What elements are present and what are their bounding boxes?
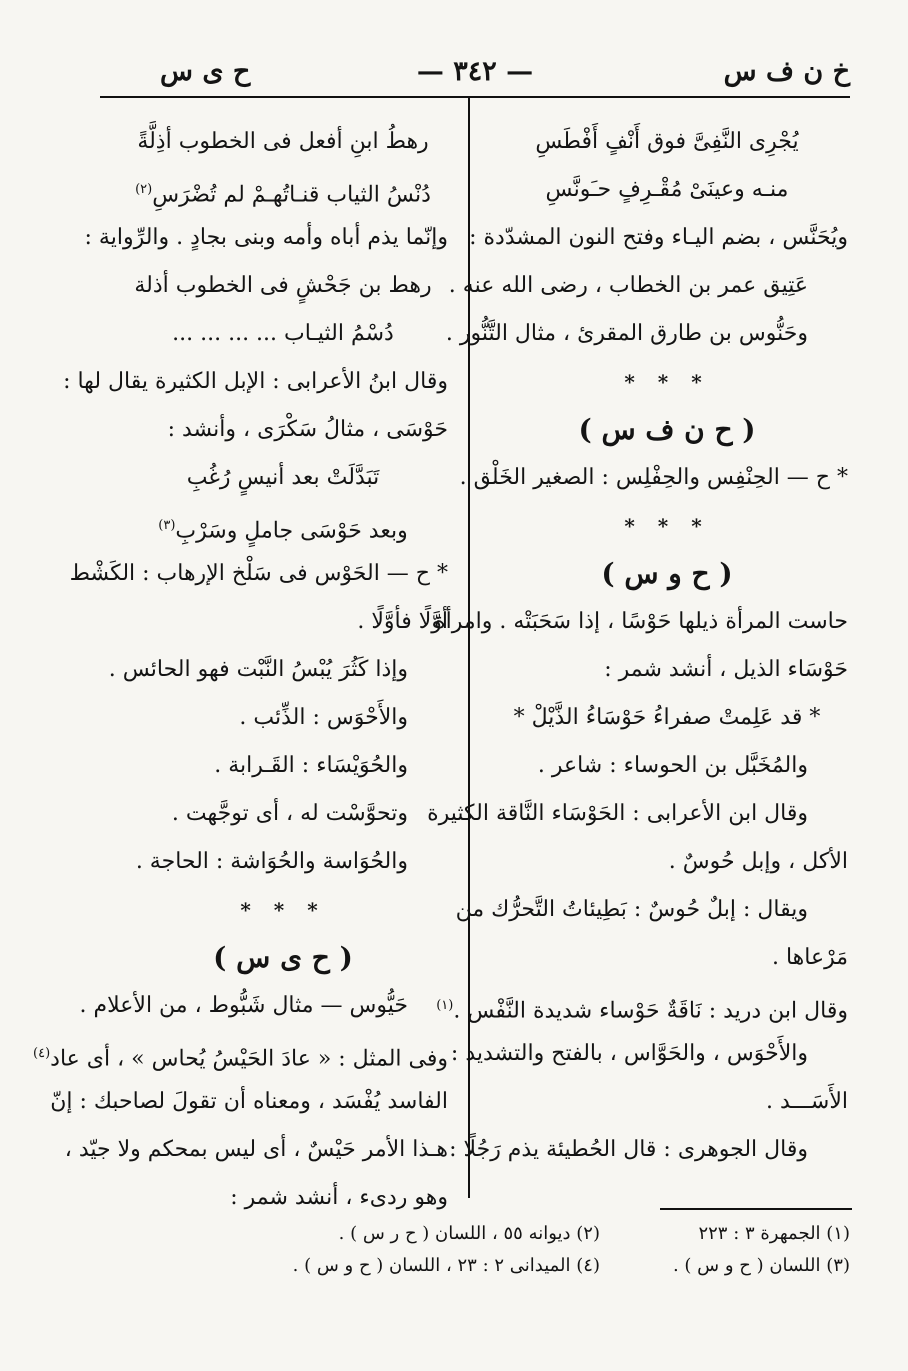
footnote-marker: (٤) <box>33 1046 51 1061</box>
text-line <box>449 1126 848 1174</box>
footnote-rule <box>660 1208 852 1210</box>
section-heading <box>486 550 848 598</box>
line-text: وقال ابنُ الأعرابى : الإبل الكثيرة يقال لها : <box>63 369 448 394</box>
page-header <box>100 56 850 96</box>
section-separator <box>486 502 848 550</box>
line-text: * ح — الحَوْس فى سَلْخ الإرهاب : الكَشْط <box>69 561 448 586</box>
verse-line <box>486 118 848 166</box>
text-line <box>450 1030 848 1078</box>
line-text: ويُحَنَّس ، بضم اليـاء وفتح النون المشدّدة : <box>469 225 848 250</box>
line-text: ( ح ى س ) <box>213 941 353 974</box>
section-heading <box>486 406 848 454</box>
header-rule <box>100 96 850 98</box>
verse-line <box>118 454 448 502</box>
line-text: الأَسَـــد . <box>766 1089 848 1114</box>
text-line <box>486 1078 848 1126</box>
line-text: والأَحْوَس ، والحَوَّاس ، بالفتح والتشديد : <box>450 1041 808 1066</box>
verse-line <box>118 262 448 310</box>
line-text: حَوْسَاء الذيل ، أنشد شمر : <box>604 657 848 682</box>
line-text: عَتِيق عمر بن الخطاب ، رضى الله عنه . <box>448 273 808 298</box>
footnote-3: (٣) اللسان ( ح و س ) . <box>672 1255 850 1276</box>
text-line <box>448 262 848 310</box>
line-text: * قد عَلِمتْ صفراءُ حَوْسَاءُ الذَّيْلْ * <box>513 705 821 730</box>
line-text: أوَّلًا فأوَّلًا . <box>357 609 448 634</box>
text-line <box>459 454 848 502</box>
line-text: الأكل ، وإبل حُوسٌ . <box>668 849 848 874</box>
line-text: رهط بن جَحْشٍ فى الخطوب أذلة <box>134 273 432 298</box>
line-text: وفى المثل : « عادَ الحَيْسُ يُحاس » ، أى عاد <box>50 1046 448 1072</box>
line-text: رهطُ ابنِ أفعل فى الخطوب أذِلَّةً <box>137 129 429 154</box>
line-text: والحُوَيْسَاء : القَـرابة . <box>214 753 408 778</box>
line-text: وقال ابن دريد : نَاقَةٌ حَوْساء شديدة النَّفْس . <box>453 998 848 1024</box>
line-text: * * * <box>624 370 710 394</box>
line-text: وإنّما يذم أباه وأمه وبنى بجادٍ . والرِّواية : <box>84 225 448 250</box>
text-line <box>436 982 848 1030</box>
text-line <box>118 1174 448 1222</box>
text-line <box>69 550 448 598</box>
text-line <box>118 790 448 838</box>
line-text: وحَنُّوس بن طارق المقرئ ، مثال التَّنُّور . <box>445 321 808 346</box>
line-text: دُنْسُ الثياب قنـاتُهـمْ لم تُضْرَسِ <box>152 182 431 208</box>
text-line <box>434 598 848 646</box>
section-heading <box>118 934 448 982</box>
text-line <box>118 742 448 790</box>
footnote-1: (١) الجمهرة ٣ : ٢٢٣ <box>698 1223 850 1244</box>
line-text: مَرْعاها . <box>771 945 848 970</box>
verse-line <box>118 310 448 358</box>
footnote-marker: (١) <box>436 998 454 1013</box>
line-text: والأَحْوَس : الذِّئب . <box>239 705 408 730</box>
text-line <box>50 1078 448 1126</box>
footnote-4: (٤) الميدانى ٢ : ٢٣ ، اللسان ( ح و س ) . <box>292 1255 600 1276</box>
text-line <box>118 598 448 646</box>
line-text: تَبَدَّلَتْ بعد أنيسٍ رُغُبِ <box>186 465 380 490</box>
text-line <box>84 214 448 262</box>
line-text: الفاسد يُفْسَد ، ومعناه أن تقولَ لصاحبك : إنّ <box>50 1089 448 1114</box>
line-text: هـذا الأمر حَيْسٌ ، أى ليس بمحكم ولا جيّد ، <box>64 1137 448 1162</box>
text-line <box>486 934 848 982</box>
text-line <box>118 838 448 886</box>
text-line <box>118 694 448 742</box>
text-line <box>33 1030 448 1078</box>
line-text: حَوْسَى ، مثالُ سَكْرَى ، وأنشد : <box>167 417 448 442</box>
line-text: منـه وعينَىْ مُقْـرِفٍ حـَونَّسِ <box>545 177 789 202</box>
line-text: وقال الجوهرى : قال الحُطيئة يذم رَجُلًا : <box>449 1137 808 1162</box>
text-line <box>486 838 848 886</box>
line-text: * * * <box>624 514 710 538</box>
line-text: ( ح و س ) <box>601 557 733 590</box>
line-text: يُجْرِى النَّفِىَّ فوق أَنْفٍ أَفْطَسِ <box>535 129 799 154</box>
text-line <box>469 214 848 262</box>
footnote-2: (٢) ديوانه ٥٥ ، اللسان ( ح ر س ) . <box>338 1223 600 1244</box>
text-line <box>486 646 848 694</box>
text-line <box>427 790 848 838</box>
text-line <box>108 646 448 694</box>
line-text: والمُخَبَّل بن الحوساء : شاعر . <box>537 753 808 778</box>
text-line <box>64 1126 448 1174</box>
header-root-left: ح ى س <box>160 56 251 87</box>
left-column <box>33 118 448 1222</box>
text-line <box>486 742 848 790</box>
line-text: حاست المرأة ذيلها حَوْسًا ، إذا سَحَبَتْه . وامرأة <box>434 609 848 634</box>
section-separator <box>486 358 848 406</box>
line-text: * ح — الحِنْفِس والحِفْلِس : الصغير الخَلْق . <box>459 465 848 490</box>
text-line <box>63 358 448 406</box>
verse-line <box>118 118 448 166</box>
verse-line <box>486 166 848 214</box>
right-column <box>427 118 848 1174</box>
page-number: — ٣٤٢ — <box>416 56 534 87</box>
line-text: ويقال : إبلٌ حُوسٌ : بَطِيئاتُ التَّحرُّك من <box>455 897 808 922</box>
footnote-marker: (٢) <box>135 182 153 197</box>
text-line <box>79 982 448 1030</box>
footnote-marker: (٣) <box>158 518 176 533</box>
verse-line <box>118 166 448 214</box>
verse-line <box>118 502 448 550</box>
header-root-right: خ ن ف س <box>723 56 850 87</box>
verse-line <box>486 694 848 742</box>
line-text: وبعد حَوْسَى جاملٍ وسَرْبِ <box>175 518 408 544</box>
line-text: وتحوَّسْت له ، أى توجَّهت . <box>171 801 408 826</box>
line-text: والحُوَاسة والحُوَاشة : الحاجة . <box>135 849 408 874</box>
line-text: * * * <box>240 898 326 922</box>
footnotes <box>280 1218 850 1282</box>
line-text: حَيُّوس — مثال شَبُّوط ، من الأعلام . <box>79 993 408 1018</box>
line-text: وإذا كَثُرَ يُبْسُ النَّبْت فهو الحائس . <box>108 657 408 682</box>
line-text: وقال ابن الأعرابى : الحَوْسَاء النَّاقة الكثيرة <box>427 801 808 826</box>
line-text: وهو ردىء ، أنشد شمر : <box>230 1185 448 1210</box>
line-text: دُسْمُ الثيـاب ... ... ... ... <box>172 321 394 346</box>
section-separator <box>118 886 448 934</box>
text-line <box>455 886 848 934</box>
text-line <box>118 406 448 454</box>
text-line <box>445 310 848 358</box>
line-text: ( ح ن ف س ) <box>578 413 756 446</box>
